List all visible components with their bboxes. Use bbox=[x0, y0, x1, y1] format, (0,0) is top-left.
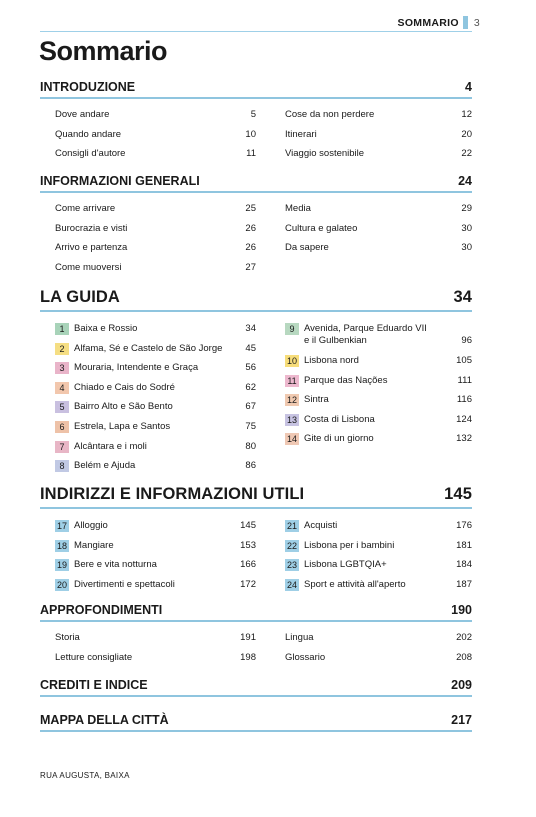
toc-entry-text-line: Chiado e Cais do Sodré bbox=[74, 381, 175, 393]
toc-entry[interactable] bbox=[285, 148, 472, 168]
toc-entry-text bbox=[74, 579, 175, 591]
toc-entry-page: 172 bbox=[240, 578, 256, 590]
toc-entry[interactable] bbox=[285, 632, 472, 652]
chapter-number-badge: 14 bbox=[286, 434, 297, 445]
section-page: 209 bbox=[451, 678, 472, 692]
chapter-number-badge: 10 bbox=[286, 356, 297, 366]
toc-entry-text bbox=[285, 652, 325, 664]
section-mappa bbox=[40, 713, 472, 732]
toc-entry-text-line: Da sapere bbox=[285, 242, 329, 254]
toc-entry-page: 166 bbox=[240, 559, 256, 571]
toc-entry-text bbox=[55, 242, 127, 254]
toc-entry[interactable] bbox=[55, 632, 256, 652]
toc-entry-label bbox=[285, 394, 329, 406]
toc-entry-label bbox=[55, 401, 173, 413]
chapter-number-badge: 5 bbox=[55, 401, 69, 413]
section-page: 190 bbox=[451, 603, 472, 617]
toc-column-left bbox=[55, 632, 256, 671]
toc-entry-page: 20 bbox=[461, 128, 472, 140]
toc-column-right bbox=[285, 109, 472, 168]
toc-entry-label bbox=[55, 652, 132, 664]
toc-entry-text bbox=[285, 203, 311, 215]
toc-entry[interactable] bbox=[285, 129, 472, 149]
toc-entry-text bbox=[285, 109, 374, 121]
chapter-number-badge: 9 bbox=[285, 323, 299, 335]
toc-entry[interactable] bbox=[55, 460, 256, 480]
toc-entry-label bbox=[55, 460, 135, 472]
toc-entry[interactable] bbox=[285, 323, 472, 355]
toc-entry-text-line: Parque das Nações bbox=[304, 374, 388, 386]
toc-entry-text bbox=[304, 394, 329, 406]
toc-entry-label bbox=[285, 520, 337, 532]
chapter-number-badge: 23 bbox=[286, 560, 297, 571]
section-heading[interactable] bbox=[40, 174, 472, 193]
chapter-number-badge: 8 bbox=[55, 460, 69, 472]
section-title: CREDITI E INDICE bbox=[40, 678, 148, 692]
toc-entry-page: 145 bbox=[240, 520, 256, 531]
toc-entry[interactable] bbox=[285, 520, 472, 540]
toc-entry-text bbox=[304, 540, 394, 552]
chapter-number-badge: 24 bbox=[286, 579, 297, 590]
toc-entry-label bbox=[55, 223, 127, 235]
toc-entry[interactable] bbox=[285, 242, 472, 262]
toc-entry-page: 132 bbox=[456, 433, 472, 445]
chapter-number-badge: 18 bbox=[56, 540, 67, 551]
toc-entry-text-line: Come muoversi bbox=[55, 261, 122, 273]
toc-entry-text bbox=[74, 421, 170, 433]
toc-entry-page: 30 bbox=[461, 242, 472, 254]
section-la-guida bbox=[40, 288, 472, 480]
toc-entry-page: 56 bbox=[245, 362, 256, 374]
toc-entry[interactable] bbox=[55, 559, 256, 579]
toc-entry[interactable] bbox=[285, 414, 472, 434]
toc-entry-page: 86 bbox=[245, 460, 256, 472]
toc-entry-text-line: Acquisti bbox=[304, 520, 338, 531]
section-heading[interactable] bbox=[40, 603, 472, 622]
toc-entry-label bbox=[285, 433, 374, 445]
toc-entry-text bbox=[285, 223, 357, 235]
toc-entry-text-line: Letture consigliate bbox=[55, 651, 133, 663]
section-title: INDIRIZZI E INFORMAZIONI UTILI bbox=[40, 485, 305, 503]
toc-entry-label bbox=[285, 109, 374, 121]
toc-entry[interactable] bbox=[55, 148, 256, 168]
toc-entry-page: 202 bbox=[456, 632, 472, 643]
toc-entry-label bbox=[55, 242, 127, 254]
toc-entry-text bbox=[55, 109, 109, 121]
toc-entry[interactable] bbox=[285, 223, 472, 243]
toc-entry[interactable] bbox=[285, 579, 472, 599]
toc-entry[interactable] bbox=[285, 355, 472, 375]
toc-entry-label bbox=[55, 421, 170, 433]
chapter-number-badge: 2 bbox=[55, 343, 69, 355]
toc-entry-page: 10 bbox=[245, 128, 256, 140]
section-page: 4 bbox=[465, 80, 472, 94]
toc-entry[interactable] bbox=[55, 323, 256, 343]
toc-entry-label bbox=[285, 355, 359, 367]
toc-entry-text bbox=[74, 441, 147, 453]
toc-column-left bbox=[55, 520, 256, 598]
toc-entry-text bbox=[74, 401, 173, 413]
toc-entry-label bbox=[285, 223, 357, 235]
toc-entry-text bbox=[285, 632, 314, 644]
toc-entry-text bbox=[285, 148, 364, 160]
toc-entry-text-line: Lisbona LGBTQIA+ bbox=[304, 559, 387, 571]
chapter-number-badge: 11 bbox=[285, 375, 299, 387]
chapter-number-badge: 17 bbox=[56, 521, 67, 531]
toc-entry-text-line: Storia bbox=[55, 632, 80, 643]
toc-entry-page: 96 bbox=[461, 335, 472, 346]
chapter-number-badge: 6 bbox=[55, 421, 69, 433]
toc-entry-text bbox=[74, 460, 135, 472]
toc-entry-page: 116 bbox=[456, 394, 472, 406]
toc-entry-label bbox=[55, 129, 121, 141]
toc-entry-label bbox=[55, 520, 108, 532]
toc-entry-page: 67 bbox=[245, 401, 256, 413]
toc-entry-label bbox=[285, 148, 364, 160]
toc-entry-text-line: Bairro Alto e São Bento bbox=[74, 401, 173, 413]
toc-entry-text-line: Quando andare bbox=[55, 128, 122, 140]
toc-entry-label bbox=[285, 559, 387, 571]
toc-entry-text-line: Lisbona nord bbox=[304, 355, 359, 366]
section-title: APPROFONDIMENTI bbox=[40, 603, 163, 617]
toc-entry-text bbox=[55, 262, 122, 274]
top-rule bbox=[40, 31, 472, 32]
toc-column-left bbox=[55, 109, 256, 168]
toc-entry[interactable] bbox=[285, 433, 472, 453]
toc-entry[interactable] bbox=[285, 652, 472, 672]
toc-entry-page: 111 bbox=[457, 374, 472, 386]
toc-entry-text-line: Glossario bbox=[285, 651, 326, 663]
chapter-number-badge: 19 bbox=[56, 560, 67, 571]
toc-entry[interactable] bbox=[55, 579, 256, 599]
chapter-number-badge: 20 bbox=[56, 579, 67, 590]
chapter-number-badge: 7 bbox=[55, 441, 69, 453]
toc-entry-text-line: Avenida, Parque Eduardo VII bbox=[304, 323, 427, 334]
toc-entry-text-line: Media bbox=[285, 203, 311, 214]
toc-entry[interactable] bbox=[55, 401, 256, 421]
photo-caption: RUA AUGUSTA, BAIXA bbox=[40, 771, 130, 780]
toc-entry[interactable] bbox=[285, 540, 472, 560]
toc-entry-label bbox=[285, 632, 314, 644]
section-indirizzi bbox=[40, 485, 472, 598]
section-page: 24 bbox=[458, 174, 472, 188]
toc-entry-label bbox=[285, 414, 375, 426]
toc-entry-page: 184 bbox=[456, 559, 472, 571]
page-title: Sommario bbox=[39, 36, 168, 66]
toc-entry-page: 45 bbox=[245, 342, 256, 354]
toc-entry-page: 34 bbox=[245, 323, 256, 334]
toc-column-left bbox=[55, 323, 256, 480]
toc-entry-text-line: Arrivo e partenza bbox=[55, 242, 128, 254]
toc-entry-text-line: Baixa e Rossio bbox=[74, 323, 138, 334]
section-introduzione bbox=[40, 80, 472, 168]
toc-entry[interactable] bbox=[55, 109, 256, 129]
toc-entry[interactable] bbox=[285, 375, 472, 395]
toc-entry-text bbox=[74, 362, 198, 374]
toc-column-left bbox=[55, 203, 256, 281]
toc-entry[interactable] bbox=[55, 441, 256, 461]
toc-entry-label bbox=[285, 652, 325, 664]
toc-entry-label bbox=[55, 441, 147, 453]
toc-entry-text bbox=[285, 129, 317, 141]
toc-entry-label bbox=[55, 109, 109, 121]
toc-entry-label bbox=[285, 203, 311, 215]
toc-entry-text-line: Sport e attività all'aperto bbox=[304, 578, 406, 590]
toc-entry-text-line: Estrela, Lapa e Santos bbox=[74, 420, 171, 432]
toc-entry[interactable] bbox=[55, 343, 256, 363]
section-heading[interactable] bbox=[40, 678, 472, 697]
section-title: INFORMAZIONI GENERALI bbox=[40, 174, 200, 188]
toc-entry[interactable] bbox=[55, 652, 256, 672]
toc-entry-text bbox=[55, 223, 127, 235]
toc-entry[interactable] bbox=[55, 262, 256, 282]
chapter-number-badge: 3 bbox=[55, 362, 69, 374]
toc-entry-page: 75 bbox=[245, 420, 256, 432]
toc-entry-text bbox=[55, 129, 121, 141]
section-heading[interactable] bbox=[40, 80, 472, 99]
section-title: LA GUIDA bbox=[40, 288, 120, 306]
toc-entry-label bbox=[285, 540, 394, 552]
toc-entry-label bbox=[285, 242, 329, 254]
section-informazioni-generali bbox=[40, 174, 472, 281]
toc-entry-text bbox=[74, 559, 157, 571]
chapter-number-badge: 21 bbox=[286, 521, 297, 531]
toc-column-right bbox=[285, 520, 472, 598]
toc-entry-text-line: Come arrivare bbox=[55, 203, 116, 214]
section-page: 145 bbox=[444, 485, 472, 503]
toc-entry-text-line: Costa di Lisbona bbox=[304, 413, 375, 425]
toc-entry-page: 191 bbox=[240, 632, 256, 643]
toc-entry-text bbox=[304, 559, 387, 571]
toc-entry[interactable] bbox=[55, 362, 256, 382]
chapter-number-badge: 4 bbox=[55, 382, 69, 394]
toc-entry-text bbox=[304, 433, 374, 445]
toc-entry-page: 153 bbox=[240, 539, 256, 551]
toc-entry-label bbox=[55, 203, 115, 215]
toc-entry[interactable] bbox=[55, 129, 256, 149]
toc-entry[interactable] bbox=[285, 559, 472, 579]
toc-entry-text bbox=[55, 632, 80, 644]
toc-entry-text-line: Burocrazia e visti bbox=[55, 222, 128, 234]
toc-entry-page: 198 bbox=[240, 651, 256, 663]
toc-entry-page: 80 bbox=[245, 440, 256, 452]
toc-entry-label bbox=[55, 559, 157, 571]
toc-entry[interactable] bbox=[285, 203, 472, 223]
toc-entry-text bbox=[55, 203, 115, 215]
toc-entry-page: 176 bbox=[456, 520, 472, 531]
section-title: MAPPA DELLA CITTÀ bbox=[40, 713, 169, 727]
section-page: 34 bbox=[453, 288, 472, 306]
toc-entry-text-line: Lingua bbox=[285, 632, 314, 643]
toc-entry-text-line: Mouraria, Intendente e Graça bbox=[74, 362, 199, 374]
toc-entry-text-line: Alloggio bbox=[74, 520, 108, 531]
toc-entry-page: 26 bbox=[245, 242, 256, 254]
section-heading[interactable] bbox=[40, 485, 472, 509]
section-heading[interactable] bbox=[40, 288, 472, 312]
toc-entry[interactable] bbox=[55, 242, 256, 262]
toc-entry-text bbox=[304, 323, 427, 347]
toc-entry-page: 26 bbox=[245, 222, 256, 234]
toc-entry-text-line: Cose da non perdere bbox=[285, 109, 375, 120]
toc-entry-page: 30 bbox=[461, 222, 472, 234]
chapter-number-badge: 12 bbox=[286, 395, 297, 406]
toc-entry-label bbox=[285, 323, 427, 347]
toc-entry-page: 25 bbox=[245, 203, 256, 214]
toc-entry-page: 105 bbox=[456, 355, 472, 366]
toc-entry-label bbox=[55, 323, 137, 335]
toc-entry-text bbox=[304, 355, 359, 367]
toc-entry-text bbox=[55, 148, 125, 160]
page-number: 3 bbox=[473, 16, 480, 29]
toc-entry-label bbox=[55, 632, 80, 644]
toc-entry-text bbox=[304, 414, 375, 426]
toc-entry-label bbox=[285, 375, 387, 387]
toc-entry-label bbox=[55, 540, 114, 552]
toc-entry-page: 12 bbox=[461, 109, 472, 120]
toc-entry-text-line: Belém e Ajuda bbox=[74, 460, 136, 472]
toc-entry-text-line: Alcântara e i moli bbox=[74, 440, 147, 452]
running-head-marker bbox=[463, 16, 468, 29]
toc-entry-label bbox=[55, 148, 125, 160]
toc-column-right bbox=[285, 632, 472, 671]
toc-entry-text bbox=[285, 242, 329, 254]
toc-entry[interactable] bbox=[285, 109, 472, 129]
section-crediti bbox=[40, 678, 472, 697]
chapter-number-badge: 13 bbox=[286, 414, 297, 425]
toc-entry[interactable] bbox=[55, 382, 256, 402]
toc-entry[interactable] bbox=[55, 520, 256, 540]
toc-entry[interactable] bbox=[55, 203, 256, 223]
toc-entry-text-line: Cultura e galateo bbox=[285, 222, 358, 234]
toc-entry-text bbox=[74, 343, 222, 355]
toc-entry-page: 11 bbox=[246, 148, 256, 160]
chapter-number-badge: 22 bbox=[286, 540, 297, 551]
toc-entry-text bbox=[74, 382, 175, 394]
toc-entry-text-line: Mangiare bbox=[74, 539, 114, 551]
toc-entry-label bbox=[285, 579, 406, 591]
toc-entry-text-line: Itinerari bbox=[285, 128, 317, 140]
toc-entry-label bbox=[55, 382, 175, 394]
running-head bbox=[398, 16, 480, 29]
toc-entry-text bbox=[74, 323, 137, 335]
toc-entry-label bbox=[285, 129, 317, 141]
toc-entry-text-line: Bere e vita notturna bbox=[74, 559, 157, 571]
toc-entry-label bbox=[55, 579, 175, 591]
toc-column-right bbox=[285, 323, 472, 480]
toc-entry-page: 27 bbox=[245, 261, 256, 273]
section-page: 217 bbox=[451, 713, 472, 727]
toc-entry-page: 62 bbox=[245, 381, 256, 393]
toc-entry[interactable] bbox=[55, 223, 256, 243]
toc-entry-text bbox=[55, 652, 132, 664]
toc-entry-text-line: Viaggio sostenibile bbox=[285, 148, 365, 160]
toc-entry-text-line: Lisbona per i bambini bbox=[304, 539, 395, 551]
toc-entry[interactable] bbox=[55, 540, 256, 560]
toc-entry-text bbox=[304, 579, 406, 591]
section-heading[interactable] bbox=[40, 713, 472, 732]
section-title: INTRODUZIONE bbox=[40, 80, 136, 94]
toc-entry-text-line: Divertimenti e spettacoli bbox=[74, 578, 175, 590]
toc-entry-text-line: e il Gulbenkian bbox=[304, 335, 367, 346]
toc-entry[interactable] bbox=[285, 394, 472, 414]
section-approfondimenti bbox=[40, 603, 472, 671]
toc-entry-text-line: Alfama, Sé e Castelo de São Jorge bbox=[74, 342, 223, 354]
toc-entry-text-line: Consigli d'autore bbox=[55, 148, 126, 160]
toc-entry-text bbox=[304, 520, 337, 532]
toc-entry-page: 187 bbox=[456, 578, 472, 590]
toc-entry-page: 5 bbox=[250, 109, 256, 120]
toc-entry-text-line: Gite di un giorno bbox=[304, 433, 374, 445]
toc-entry-label bbox=[55, 362, 198, 374]
toc-entry-label bbox=[55, 262, 122, 274]
toc-entry-text bbox=[74, 540, 114, 552]
toc-entry[interactable] bbox=[55, 421, 256, 441]
chapter-number-badge: 1 bbox=[55, 323, 69, 335]
toc-entry-page: 124 bbox=[456, 413, 472, 425]
running-title: SOMMARIO bbox=[397, 16, 459, 29]
toc-entry-text-line: Sintra bbox=[304, 394, 329, 406]
toc-entry-text bbox=[74, 520, 108, 532]
toc-entry-text bbox=[304, 375, 387, 387]
toc-entry-text-line: Dove andare bbox=[55, 109, 110, 120]
toc-entry-page: 181 bbox=[456, 539, 472, 551]
toc-entry-label bbox=[55, 343, 222, 355]
toc-entry-page: 22 bbox=[461, 148, 472, 160]
toc-entry-page: 208 bbox=[456, 651, 472, 663]
toc-column-right bbox=[285, 203, 472, 281]
toc-entry-page: 29 bbox=[461, 203, 472, 214]
